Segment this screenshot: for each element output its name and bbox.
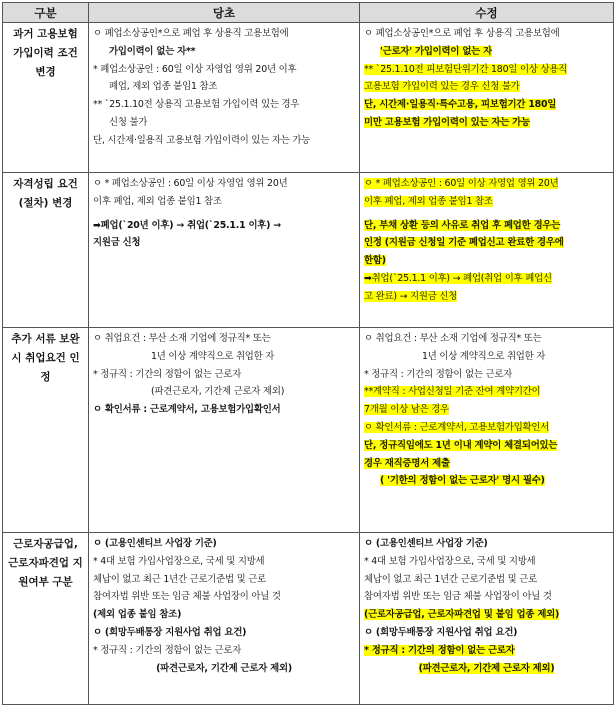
category-line: 가입이력 [13, 47, 54, 59]
header-revised: 수정 [360, 3, 614, 23]
cell-line: 1년 이상 계약직으로 취업한 자 [422, 350, 546, 362]
original-cell [89, 173, 360, 328]
cell-line: ㅇ (희망두배통장 지원사업 취업 요건) [93, 626, 247, 638]
highlighted-line: 단, 시간제·일용직·특수고용, 피보험기간 180일 [364, 99, 557, 111]
highlighted-line: 7개월 이상 남은 경우 [364, 404, 449, 416]
highlighted-line: 경우 재직증명서 제출 [364, 457, 450, 469]
cell-line: ** `25.1.10전 상용직 고용보험 가입이력 있는 경우 [93, 99, 300, 111]
cell-line: 폐업, 제외 업종 붙임1 참조 [109, 81, 218, 93]
cell-line: 단, 시간제·일용직 고용보험 가입이력이 있는 자는 가능 [93, 134, 311, 146]
cell-line: ㅇ 취업요건 : 부산 소재 기업에 정규직* 또는 [364, 333, 542, 344]
highlighted-line: 미만 고용보험 가입이력이 있는 자는 가능 [364, 116, 530, 128]
revised-cell [360, 173, 614, 328]
cell-line: 가입이력이 없는 자** [109, 45, 196, 57]
cell-line: 체납이 없고 최근 1년간 근로기준법 및 근로 [364, 573, 538, 585]
highlighted-line: 고용보험 가입이력 있는 경우 신청 불가 [364, 81, 520, 93]
highlighted-line: (근로자공급업, 근로자파견업 및 붙임 업종 제외) [364, 609, 560, 621]
row-category [3, 23, 89, 173]
table-row [3, 173, 614, 328]
cell-line: * 폐업소상공인 : 60일 이상 자영업 영위 20년 이후 [93, 63, 297, 75]
highlighted-line: * 정규직 : 기간의 정함이 없는 근로자 [364, 644, 515, 656]
table-row [3, 328, 614, 533]
cell-line: ㅇ 취업요건 : 부산 소재 기업에 정규직* 또는 [93, 333, 271, 344]
cell-line: ㅇ * 폐업소상공인 : 60일 이상 자영업 영위 20년 [93, 178, 288, 189]
cell-line: 참여자법 위반 또는 임금 체불 사업장이 아닐 것 [93, 591, 281, 603]
cell-line: ㅇ 확인서류 : 근로계약서, 고용보험가입확인서 [93, 404, 281, 416]
table-row [3, 23, 614, 173]
category-line: 근로자파견업 [8, 557, 70, 569]
highlighted-line: **계약직 : 사업신청일 기준 잔여 계약기간이 [364, 386, 541, 398]
highlighted-line: ➡취업(`25.1.1 이후) → 폐업(취업 이후 폐업신 [364, 272, 552, 284]
category-line: 과거 고용보험 [13, 28, 78, 40]
cell-line: 체납이 없고 최근 1년간 근로기준법 및 근로 [93, 573, 267, 585]
category-line: 추가 서류 [11, 333, 56, 345]
row-category [3, 533, 89, 705]
highlighted-line: 단, 정규직임에도 1년 이내 계약이 체결되어있는 [364, 439, 558, 451]
highlighted-line: ㅇ 확인서류 : 근로계약서, 고용보험가입확인서 [364, 421, 550, 433]
highlighted-line: 단, 부채 상환 등의 사유로 취업 후 폐업한 경우는 [364, 219, 561, 231]
cell-line: ㅇ (희망두배통장 지원사업 취업 요건) [364, 626, 518, 638]
original-cell [89, 23, 360, 173]
cell-line: ➡폐업(`20년 이후) → 취업(`25.1.1 이후) → [93, 219, 281, 231]
cell-line: (제외 업종 붙임 참조) [93, 609, 182, 621]
original-cell [89, 328, 360, 533]
row-category [3, 328, 89, 533]
cell-line: ㅇ 폐업소상공인*으로 폐업 후 상용직 고용보험에 [364, 28, 560, 39]
cell-line: (파견근로자, 기간제 근로자 제외) [151, 386, 285, 398]
category-line: 취업요건 인정 [25, 352, 80, 383]
highlighted-line: ( '기한의 정함이 없는 근로자' 명시 필수) [380, 475, 545, 487]
cell-line: ㅇ (고용인센티브 사업장 기준) [364, 538, 488, 549]
cell-line: * 정규직 : 기간의 정함이 없는 근로자 [93, 368, 242, 380]
cell-line: 신청 불가 [109, 116, 148, 128]
row-category [3, 173, 89, 328]
cell-line: 지원금 신청 [93, 237, 141, 249]
category-line: 자격성립 요건 [13, 178, 78, 190]
cell-line: * 정규직 : 기간의 정함이 없는 근로자 [93, 644, 242, 656]
cell-line: * 4대 보험 가입사업장으로, 국세 및 지방세 [93, 555, 265, 567]
revised-cell [360, 23, 614, 173]
highlighted-line: (파견근로자, 기간제 근로자 제외) [418, 662, 555, 674]
original-cell [89, 533, 360, 705]
category-line: 지원여부 구분 [18, 557, 83, 588]
cell-line: 참여자법 위반 또는 임금 체불 사업장이 아닐 것 [364, 591, 552, 603]
highlighted-line: '근로자' 가입이력이 없는 자 [380, 45, 492, 57]
revised-cell [360, 328, 614, 533]
category-line: 근로자공급업, [13, 538, 78, 550]
category-line: 보완 시 [11, 333, 80, 364]
table-row [3, 533, 614, 705]
cell-line: ㅇ (고용인센티브 사업장 기준) [93, 538, 217, 549]
cell-line: 이후 폐업, 제외 업종 붙임1 참조 [93, 195, 222, 207]
highlighted-line: ㅇ * 폐업소상공인 : 60일 이상 자영업 영위 20년 [364, 178, 559, 189]
cell-line: ㅇ 폐업소상공인*으로 폐업 후 상용직 고용보험에 [93, 28, 289, 39]
cell-line: (파견근로자, 기간제 근로자 제외) [156, 662, 292, 674]
category-line: 조건 변경 [35, 47, 78, 78]
highlighted-line: 고 완료) → 지원금 신청 [364, 290, 458, 302]
highlighted-line: 한함) [364, 255, 386, 267]
header-category: 구분 [3, 3, 89, 23]
category-line: (절차) 변경 [18, 197, 73, 209]
cell-line: * 정규직 : 기간의 정함이 없는 근로자 [364, 368, 513, 380]
header-row [3, 3, 614, 23]
revised-cell [360, 533, 614, 705]
cell-line: 1년 이상 계약직으로 취업한 자 [151, 350, 275, 362]
header-original: 당초 [89, 3, 360, 23]
highlighted-line: 이후 폐업, 제외 업종 붙임1 참조 [364, 195, 493, 207]
comparison-table [2, 2, 614, 705]
highlighted-line: 인정 (지원금 신청일 기준 폐업신고 완료한 경우에 [364, 237, 564, 249]
cell-line: * 4대 보험 가입사업장으로, 국세 및 지방세 [364, 555, 536, 567]
highlighted-line: ** `25.1.10전 피보험단위기간 180일 이상 상용직 [364, 63, 568, 75]
